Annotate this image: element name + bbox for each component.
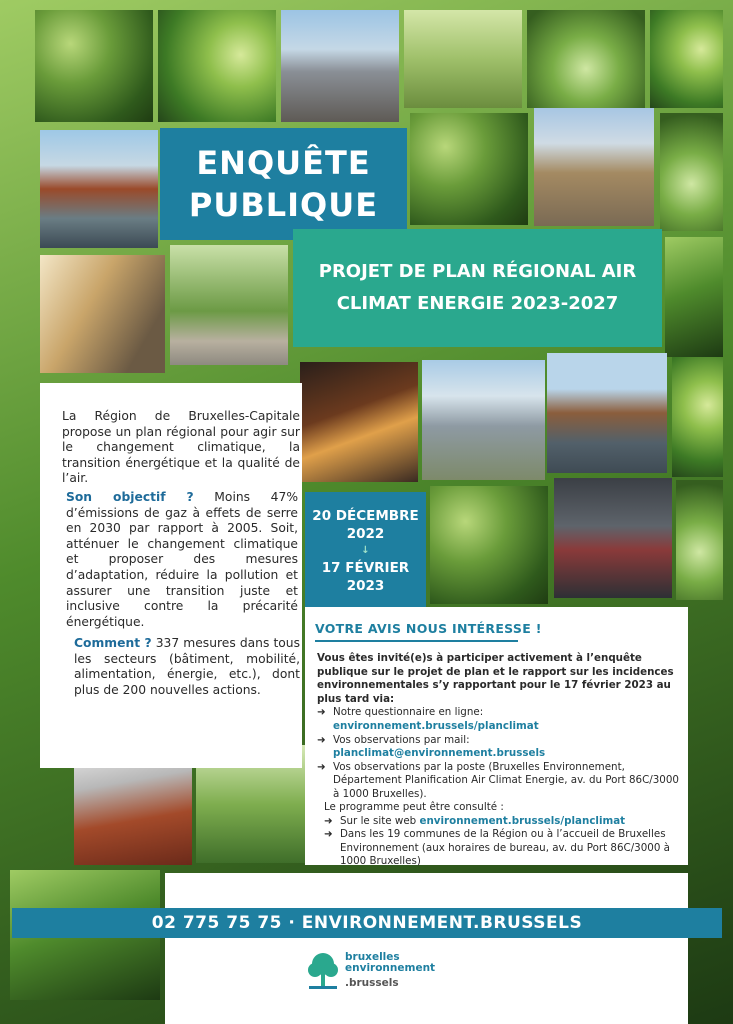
brand-logo [305, 948, 435, 998]
photo-trees [676, 480, 723, 600]
heading-underline [315, 640, 518, 642]
photo-trees [410, 113, 528, 225]
end-date-year: 2023 [346, 578, 385, 594]
list-item [324, 828, 679, 869]
program-intro: Le programme peut être consulté : [324, 801, 504, 813]
participation-panel [305, 607, 688, 868]
logo-text: bruxelles [345, 951, 400, 963]
tree-icon [305, 950, 341, 992]
intro-panel [40, 383, 302, 768]
list-item-text: Vos observations par la poste (Bruxelles Environnement, Département Planification Air Climat Energie, av. du Port 86C/3000 à 1000 Bruxelles). [333, 760, 679, 800]
date-range-box [305, 492, 426, 608]
method-paragraph [74, 636, 300, 698]
method-label: Comment ? [74, 636, 152, 650]
start-date-year: 2022 [346, 526, 385, 542]
arrow-icon: ➜ [324, 814, 333, 827]
arrow-icon: ➜ [317, 733, 326, 746]
arrow-icon: ➜ [317, 760, 326, 773]
participation-lead: Vous êtes invité(e)s à participer activement à l’enquête publique sur le projet de plan et le rapport sur les incidences environnementales s’y rapportant pour le 17 février 2023 au plus tard via: [317, 652, 674, 705]
intro-paragraph: La Région de Bruxelles-Capitale propose un plan régional pour agir sur le changement climatique, la transition énergétique et la qualité de l’air. [62, 409, 300, 486]
arrow-icon: ➜ [317, 706, 326, 719]
photo-trees [660, 113, 723, 231]
list-item-text: Sur le site web [340, 814, 420, 827]
photo-trees [35, 10, 153, 122]
photo-bicycles [40, 255, 165, 373]
participation-text [317, 652, 679, 802]
photo-canal-buildings [40, 130, 158, 248]
title-line-2: PUBLIQUE [188, 186, 379, 224]
list-item [317, 761, 679, 802]
photo-trees [158, 10, 276, 122]
objective-paragraph [66, 490, 298, 630]
end-date-day: 17 FÉVRIER [321, 560, 410, 576]
list-item [324, 815, 679, 829]
title-line-1: ENQUÊTE [196, 144, 371, 182]
logo-text: environnement [345, 962, 436, 974]
list-item-text: Dans les 19 communes de la Région ou à l’accueil de Bruxelles Environnement (aux horaires de bureau, av. du Port 86C/3000 à 1000 Bruxelles) [340, 828, 670, 868]
arrow-icon: ➜ [324, 828, 333, 841]
start-date-day: 20 DÉCEMBRE [312, 508, 419, 524]
photo-aerial-city [422, 360, 545, 480]
contact-banner[interactable]: 02 775 75 75 · ENVIRONNEMENT.BRUSSELS [12, 908, 722, 938]
method-text: 337 mesures dans tous les secteurs (bâtiment, mobilité, alimentation, énergie, etc.), dont plus de 200 nouvelles actions. [74, 636, 300, 697]
photo-trees [527, 10, 645, 108]
photo-street [281, 10, 399, 122]
avis-heading: VOTRE AVIS NOUS INTÉRESSE ! [315, 621, 542, 636]
page-title [160, 128, 407, 240]
down-arrow-icon: ↓ [361, 545, 370, 556]
website-link[interactable]: environnement.brussels/planclimat [419, 814, 626, 827]
email-link[interactable]: planclimat@environnement.brussels [333, 747, 546, 760]
photo-forest [430, 486, 548, 604]
page-subtitle [293, 229, 662, 347]
list-item [317, 706, 679, 733]
photo-park-path [170, 245, 288, 365]
photo-trees [665, 237, 723, 357]
photo-trees [650, 10, 723, 108]
questionnaire-link[interactable]: environnement.brussels/planclimat [333, 719, 539, 732]
list-item-text: Notre questionnaire en ligne: [333, 706, 484, 719]
photo-traffic-jam [554, 478, 672, 598]
end-date [305, 559, 426, 595]
subtitle-line-2: CLIMAT ENERGIE 2023-2027 [336, 293, 619, 314]
objective-label: Son objectif ? [66, 490, 194, 504]
photo-night-traffic [300, 362, 418, 482]
photo-trees [672, 357, 723, 477]
objective-text: Moins 47% d’émissions de gaz à effets de serre en 2030 par rapport à 2005. Soit, atténuer le changement climatique et proposer des mesures d’adaptation, réduire la pollution et assurer une transition juste et inclusive contre la précarité énergétique. [66, 490, 299, 629]
list-item [317, 734, 679, 761]
photo-green-roof [404, 10, 522, 108]
photo-grand-place [534, 108, 654, 226]
program-section [324, 801, 679, 869]
logo-text: .brussels [345, 977, 399, 989]
list-item-text: Vos observations par mail: [333, 733, 470, 746]
subtitle-line-1: PROJET DE PLAN RÉGIONAL AIR [318, 261, 637, 282]
start-date [305, 507, 426, 543]
photo-barge-canal [547, 353, 667, 473]
